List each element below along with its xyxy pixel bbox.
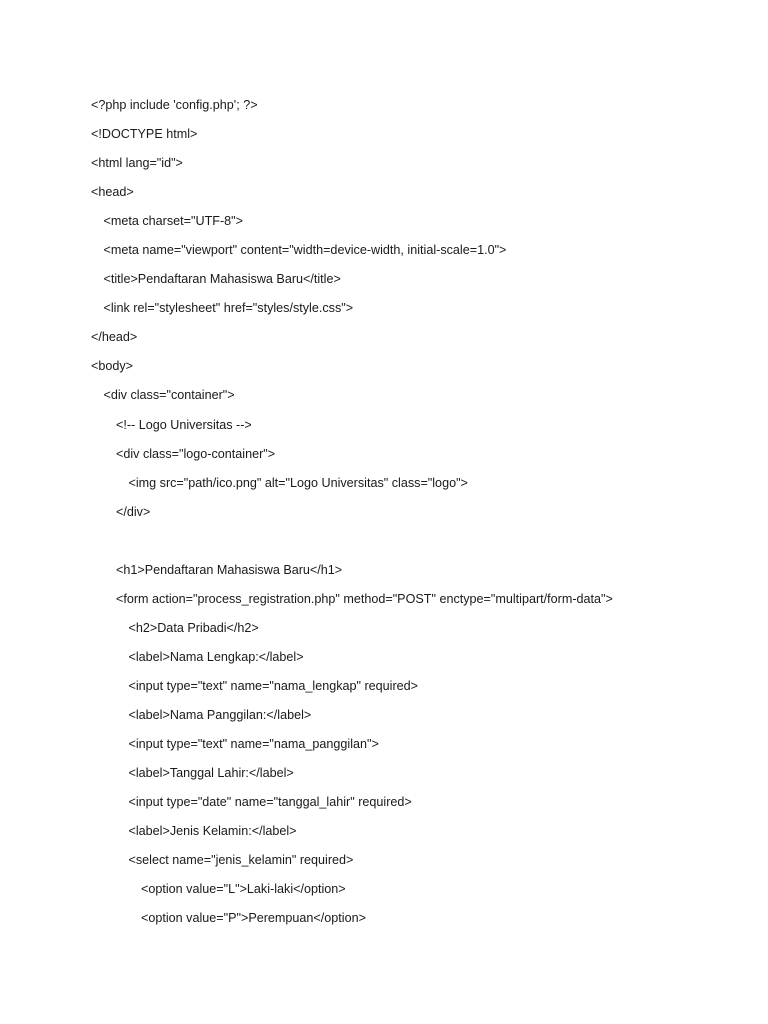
code-line: <option value="P">Perempuan</option> xyxy=(141,911,366,926)
code-line: <head> xyxy=(91,185,134,200)
code-line: <form action="process_registration.php" method="POST" enctype="multipart/form-data"> xyxy=(116,591,613,606)
code-line: <!DOCTYPE html> xyxy=(91,127,198,142)
code-line: <img src="path/ico.png" alt="Logo Universitas" class="logo"> xyxy=(128,475,468,490)
code-line: <div class="container"> xyxy=(103,388,235,403)
code-line: <label>Nama Lengkap:</label> xyxy=(128,649,304,664)
code-line: <meta charset="UTF-8"> xyxy=(103,214,243,229)
code-line: <?php include 'config.php'; ?> xyxy=(91,98,258,112)
code-line: </head> xyxy=(91,330,138,345)
code-line: <!-- Logo Universitas --> xyxy=(116,417,252,432)
code-line: <input type="date" name="tanggal_lahir" required> xyxy=(128,795,412,810)
code-line: <option value="L">Laki-laki</option> xyxy=(141,882,346,897)
code-line: <input type="text" name="nama_lengkap" required> xyxy=(128,678,419,693)
code-line: <select name="jenis_kelamin" required> xyxy=(128,853,354,868)
code-line: <title>Pendaftaran Mahasiswa Baru</title> xyxy=(103,272,341,287)
code-listing xyxy=(91,91,751,933)
code-line: <link rel="stylesheet" href="styles/style.css"> xyxy=(103,301,354,316)
code-line: <label>Nama Panggilan:</label> xyxy=(128,707,312,722)
code-line: <h1>Pendaftaran Mahasiswa Baru</h1> xyxy=(116,562,343,577)
code-line: <label>Jenis Kelamin:</label> xyxy=(128,824,297,839)
code-line: <input type="text" name="nama_panggilan"> xyxy=(128,737,379,752)
code-line xyxy=(91,527,751,556)
code-line: <meta name="viewport" content="width=device-width, initial-scale=1.0"> xyxy=(103,243,507,258)
code-line: <div class="logo-container"> xyxy=(116,446,276,461)
code-line: </div> xyxy=(116,504,151,519)
code-line: <h2>Data Pribadi</h2> xyxy=(128,620,259,635)
code-line: <label>Tanggal Lahir:</label> xyxy=(128,766,294,781)
code-line: <body> xyxy=(91,359,134,374)
code-line: <html lang="id"> xyxy=(91,156,183,171)
